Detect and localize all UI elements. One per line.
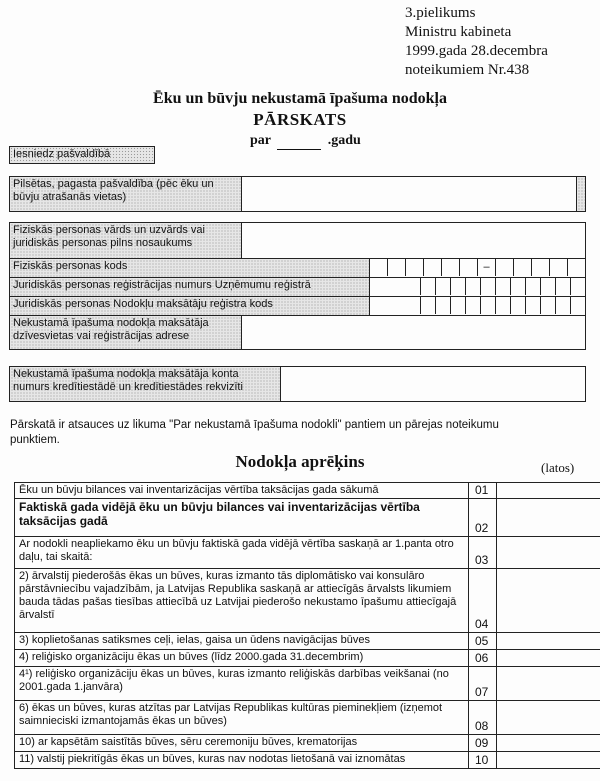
row-label: 6) ēkas un būves, kuras atzītas par Latvijas Republikas kultūras pieminekļiem (izņemot saimnieciski izmantojamās ēkas un būves) [15,701,469,735]
taxpayer-table [9,222,586,350]
row-code: 08 [469,701,497,735]
bank-label: Nekustamā īpašuma nodokļa maksātāja konta numurs kredītiestādē un kredītiestādes rekvizīti [10,367,281,402]
table-row [15,499,600,537]
appendix-header [405,4,548,80]
table-row [15,537,600,569]
name-label: Fiziskās personas vārds un uzvārds vai juridiskās personas pilns nosaukums [10,223,242,259]
row-code: 02 [469,499,497,537]
regulation-date: 1999.gada 28.decembra [405,43,548,59]
row-label: 4) reliģisko organizāciju ēkas un būves (līdz 2000.gada 31.decembrim) [15,650,469,667]
row-label: Ar nodokli neapliekamo ēku un būvju faktiskā gada vidējā vērtība saskaņā ar 1.panta otro daļu, tai skaitā: [15,537,469,569]
period-prefix: par [250,133,271,148]
row-value-input[interactable] [497,483,600,499]
table-row [15,735,600,752]
code-separator: – [477,259,495,276]
row-code: 07 [469,667,497,701]
row-label: 4¹) reliģisko organizāciju ēkas un būves, kuras izmanto reliģiskās darbības veikšanai (no 2001.gada 1.janvāra) [15,667,469,701]
appendix-number: 3.pielikums [405,5,476,21]
row-label: Faktiskā gada vidējā ēku un būvju bilances vai inventarizācijas vērtība taksācijas gadā [15,499,469,537]
row-label: 10) ar kapsētām saistītās būves, sēru ceremoniju būves, krematorijas [15,735,469,752]
period-line [250,133,361,150]
row-label: Ēku un būvju bilances vai inventarizācijas vērtība taksācijas gada sākumā [15,483,469,499]
table-row [15,633,600,650]
bank-table [9,366,586,402]
address-label: Nekustamā īpašuma nodokļa maksātāja dzīvesvietas vai reģistrācijas adrese [10,316,242,350]
row-code: 01 [469,483,497,499]
tax-reg-input[interactable] [370,297,586,316]
table-row [15,569,600,633]
submit-to-label: Iesniedz pašvaldībā [9,146,155,164]
year-input[interactable] [277,133,321,150]
form-title: Ēku un būvju nekustamā īpašuma nodokļa [153,90,447,107]
row-value-input[interactable] [497,633,600,650]
row-code: 03 [469,537,497,569]
reg-number-label: Juridiskās personas reģistrācijas numurs Uzņēmumu reģistrā [10,278,370,297]
table-row [15,650,600,667]
name-input[interactable] [242,223,586,259]
cabinet-name: Ministru kabineta [405,24,512,40]
section-title: Nodokļa aprēķins [235,452,365,471]
row-code: 09 [469,735,497,752]
personal-code-input[interactable] [370,259,586,278]
row-code: 05 [469,633,497,650]
municipality-input[interactable] [242,177,577,212]
row-label: 2) ārvalstij piederošās ēkas un būves, kuras izmanto tās diplomātisko vai konsulāro pārstāvniecību vajadzībām, ja Latvijas Republika saskaņā ar attiecīgās ārvalsts likumiem bauda tādas pašas tiesības attiecībā uz Latvijai piederošo nekustamo īpašumu attiecīgajā ārvalstī [15,569,469,633]
row-label: 11) valstij piekritīgās ēkas un būves, kuras nav nodotas lietošanā vai iznomātas [15,752,469,769]
municipality-table [9,176,586,212]
personal-code-label: Fiziskās personas kods [10,259,370,278]
row-code: 06 [469,650,497,667]
row-value-input[interactable] [497,650,600,667]
address-input[interactable] [242,316,586,350]
table-row [15,701,600,735]
row-value-input[interactable] [497,735,600,752]
row-value-input[interactable] [497,569,600,633]
row-value-input[interactable] [497,667,600,701]
reg-number-input[interactable] [370,278,586,297]
table-row [15,752,600,769]
row-code: 10 [469,752,497,769]
row-value-input[interactable] [497,701,600,735]
regulation-number: noteikumiem Nr.438 [405,62,530,78]
period-suffix: .gadu [327,133,361,148]
row-value-input[interactable] [497,752,600,769]
tax-reg-label: Juridiskās personas Nodokļu maksātāju reģistra kods [10,297,370,316]
row-value-input[interactable] [497,499,600,537]
row-value-input[interactable] [497,537,600,569]
municipality-label: Pilsētas, pagasta pašvaldība (pēc ēku un būvju atrašanās vietas) [10,177,242,212]
table-row [15,483,600,499]
currency-label: (latos) [541,460,575,475]
legal-note: Pārskatā ir atsauces uz likuma "Par nekustamā īpašuma nodokli" pantiem un pārejas noteikumu punktiem. [10,419,499,446]
tax-calculation-table [14,482,600,769]
row-code: 04 [469,569,497,633]
form-subtitle: PĀRSKATS [253,110,347,129]
bank-input[interactable] [281,367,586,402]
table-row [15,667,600,701]
row-label: 3) koplietošanas satiksmes ceļi, ielas, gaisa un ūdens navigācijas būves [15,633,469,650]
